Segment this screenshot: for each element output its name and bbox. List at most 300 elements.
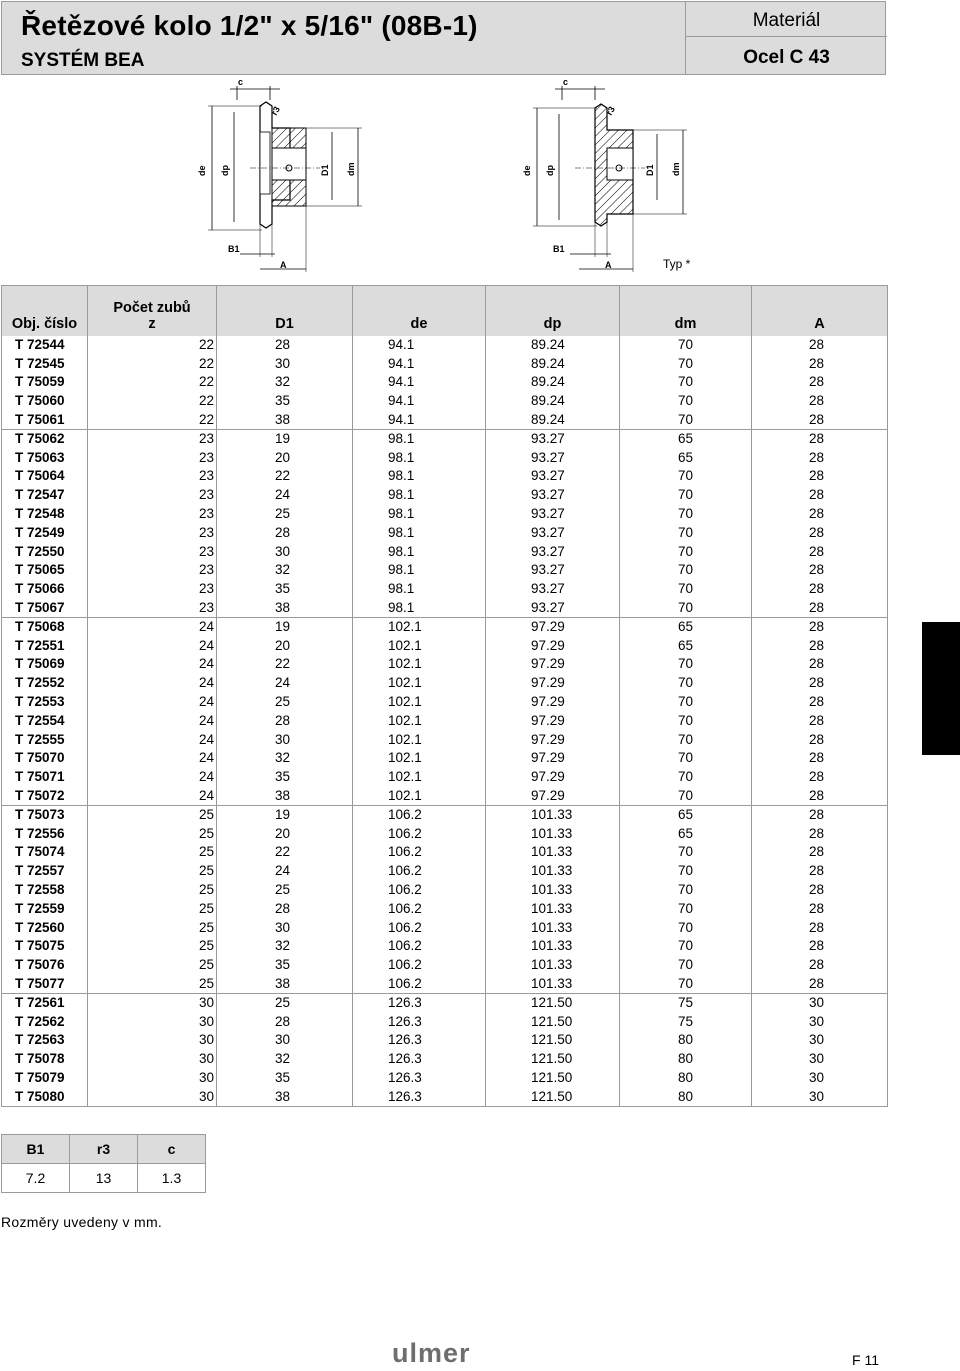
cell-de: 106.2 — [353, 843, 486, 862]
cell-dm: 65 — [620, 824, 752, 843]
cell-dp: 97.29 — [486, 636, 620, 655]
cell-D1: 25 — [217, 993, 353, 1012]
cell-A: 28 — [752, 448, 888, 467]
cell-A: 28 — [752, 937, 888, 956]
cell-dm: 70 — [620, 693, 752, 712]
cell-teeth: 23 — [88, 467, 217, 486]
cell-obj: T 75062 — [2, 429, 88, 448]
cell-A: 28 — [752, 467, 888, 486]
dim-dm-label-2: dm — [671, 162, 681, 176]
cell-dm: 70 — [620, 505, 752, 524]
cell-A: 28 — [752, 881, 888, 900]
cell-obj: T 72547 — [2, 486, 88, 505]
table-row — [2, 768, 888, 787]
cell-teeth: 25 — [88, 862, 217, 881]
cell-teeth: 24 — [88, 636, 217, 655]
cell-obj: T 72548 — [2, 505, 88, 524]
cell-teeth: 22 — [88, 392, 217, 411]
cell-A: 30 — [752, 993, 888, 1012]
cell-de: 102.1 — [353, 711, 486, 730]
cell-dp: 101.33 — [486, 881, 620, 900]
cell-dp: 97.29 — [486, 617, 620, 636]
cell-A: 28 — [752, 787, 888, 806]
cell-de: 98.1 — [353, 505, 486, 524]
cell-de: 102.1 — [353, 674, 486, 693]
cell-teeth: 25 — [88, 937, 217, 956]
cell-de: 106.2 — [353, 805, 486, 824]
cell-A: 28 — [752, 336, 888, 355]
cell-dp: 101.33 — [486, 918, 620, 937]
cell-A: 28 — [752, 411, 888, 430]
cell-teeth: 25 — [88, 881, 217, 900]
cell-de: 102.1 — [353, 636, 486, 655]
cell-A: 28 — [752, 899, 888, 918]
cell-D1: 24 — [217, 486, 353, 505]
cell-obj: T 72552 — [2, 674, 88, 693]
cell-D1: 20 — [217, 636, 353, 655]
cell-dp: 89.24 — [486, 392, 620, 411]
dim-de-label: de — [197, 165, 207, 176]
cell-A: 28 — [752, 599, 888, 618]
cell-dp: 97.29 — [486, 768, 620, 787]
table-row — [2, 843, 888, 862]
cell-teeth: 22 — [88, 336, 217, 355]
table-row — [2, 899, 888, 918]
cell-dp: 93.27 — [486, 448, 620, 467]
cell-teeth: 23 — [88, 561, 217, 580]
cell-A: 28 — [752, 486, 888, 505]
table-row — [2, 1069, 888, 1088]
table-row — [2, 1012, 888, 1031]
cell-A: 28 — [752, 693, 888, 712]
cell-de: 98.1 — [353, 561, 486, 580]
cell-de: 94.1 — [353, 411, 486, 430]
cell-obj: T 75072 — [2, 787, 88, 806]
cell-dm: 70 — [620, 599, 752, 618]
col-header-dp: dp — [486, 286, 620, 336]
cell-A: 28 — [752, 711, 888, 730]
cell-obj: T 75074 — [2, 843, 88, 862]
table-row — [2, 599, 888, 618]
cell-dp: 89.24 — [486, 354, 620, 373]
cell-D1: 32 — [217, 749, 353, 768]
cell-D1: 30 — [217, 918, 353, 937]
cell-obj: T 75075 — [2, 937, 88, 956]
cell-D1: 38 — [217, 975, 353, 994]
table-row — [2, 542, 888, 561]
cell-D1: 35 — [217, 392, 353, 411]
cell-obj: T 75073 — [2, 805, 88, 824]
cell-dp: 97.29 — [486, 730, 620, 749]
cell-teeth: 24 — [88, 693, 217, 712]
cell-de: 102.1 — [353, 787, 486, 806]
cell-A: 30 — [752, 1069, 888, 1088]
dim-D1-label: D1 — [320, 164, 330, 176]
cell-dm: 70 — [620, 373, 752, 392]
table-row — [2, 354, 888, 373]
cell-teeth: 22 — [88, 411, 217, 430]
cell-de: 94.1 — [353, 392, 486, 411]
cell-teeth: 23 — [88, 599, 217, 618]
cell-D1: 25 — [217, 881, 353, 900]
cell-dm: 70 — [620, 768, 752, 787]
cell-A: 28 — [752, 354, 888, 373]
cell-A: 28 — [752, 505, 888, 524]
cell-dp: 121.50 — [486, 993, 620, 1012]
cell-A: 28 — [752, 523, 888, 542]
cell-dm: 65 — [620, 805, 752, 824]
cell-de: 106.2 — [353, 881, 486, 900]
cell-D1: 28 — [217, 899, 353, 918]
cell-dm: 70 — [620, 467, 752, 486]
table-row — [2, 429, 888, 448]
table-row — [2, 392, 888, 411]
cell-obj: T 75061 — [2, 411, 88, 430]
cell-teeth: 24 — [88, 730, 217, 749]
cell-D1: 28 — [217, 711, 353, 730]
cell-teeth: 24 — [88, 674, 217, 693]
cell-D1: 38 — [217, 599, 353, 618]
cell-obj: T 72550 — [2, 542, 88, 561]
brand-logo: ulmer — [392, 1338, 471, 1368]
cell-dm: 70 — [620, 580, 752, 599]
cell-dm: 70 — [620, 975, 752, 994]
sprocket-drawing-2 — [515, 72, 705, 282]
cell-de: 102.1 — [353, 749, 486, 768]
dim-value-B1: 7.2 — [2, 1164, 70, 1193]
dim-header-r3: r3 — [70, 1135, 138, 1164]
cell-dp: 93.27 — [486, 523, 620, 542]
cell-teeth: 22 — [88, 373, 217, 392]
cell-teeth: 25 — [88, 918, 217, 937]
col-header-obj: Obj. číslo — [2, 286, 88, 336]
cell-teeth: 25 — [88, 805, 217, 824]
cell-de: 98.1 — [353, 580, 486, 599]
cell-de: 106.2 — [353, 918, 486, 937]
cell-teeth: 24 — [88, 768, 217, 787]
cell-D1: 32 — [217, 373, 353, 392]
cell-D1: 32 — [217, 561, 353, 580]
cell-de: 102.1 — [353, 768, 486, 787]
cell-de: 98.1 — [353, 429, 486, 448]
cell-dm: 70 — [620, 392, 752, 411]
cell-teeth: 23 — [88, 505, 217, 524]
cell-dm: 70 — [620, 749, 752, 768]
cell-de: 106.2 — [353, 937, 486, 956]
cell-teeth: 22 — [88, 354, 217, 373]
cell-A: 28 — [752, 617, 888, 636]
table-row — [2, 561, 888, 580]
cell-obj: T 72554 — [2, 711, 88, 730]
table-row — [2, 467, 888, 486]
cell-dm: 70 — [620, 411, 752, 430]
cell-de: 126.3 — [353, 1012, 486, 1031]
table-body — [2, 336, 888, 1107]
cell-A: 28 — [752, 749, 888, 768]
table-row — [2, 693, 888, 712]
cell-obj: T 72551 — [2, 636, 88, 655]
dim-A-label-2: A — [605, 260, 612, 270]
cell-A: 28 — [752, 956, 888, 975]
dim-dp-label-2: dp — [545, 165, 555, 176]
table-row — [2, 1050, 888, 1069]
cell-D1: 30 — [217, 542, 353, 561]
cell-obj: T 72558 — [2, 881, 88, 900]
cell-de: 126.3 — [353, 1050, 486, 1069]
table-row — [2, 975, 888, 994]
cell-A: 28 — [752, 768, 888, 787]
cell-obj: T 75080 — [2, 1087, 88, 1106]
cell-dm: 70 — [620, 937, 752, 956]
cell-dm: 80 — [620, 1069, 752, 1088]
cell-dp: 121.50 — [486, 1069, 620, 1088]
cell-de: 98.1 — [353, 542, 486, 561]
cell-obj: T 75059 — [2, 373, 88, 392]
table-row — [2, 937, 888, 956]
cell-D1: 30 — [217, 354, 353, 373]
cell-obj: T 75068 — [2, 617, 88, 636]
cell-obj: T 72553 — [2, 693, 88, 712]
cell-teeth: 30 — [88, 993, 217, 1012]
col-header-teeth-top: Počet zubů — [113, 299, 191, 316]
cell-teeth: 25 — [88, 899, 217, 918]
table-row — [2, 636, 888, 655]
cell-dm: 65 — [620, 429, 752, 448]
cell-obj: T 75069 — [2, 655, 88, 674]
dim-r3-label: r3 — [269, 104, 282, 117]
cell-de: 102.1 — [353, 617, 486, 636]
cell-dm: 70 — [620, 843, 752, 862]
cell-teeth: 25 — [88, 824, 217, 843]
type-note: Typ * — [663, 257, 691, 271]
cell-dp: 101.33 — [486, 843, 620, 862]
table-row — [2, 824, 888, 843]
cell-D1: 35 — [217, 956, 353, 975]
cell-de: 102.1 — [353, 693, 486, 712]
cell-dp: 101.33 — [486, 805, 620, 824]
cell-teeth: 30 — [88, 1069, 217, 1088]
dim-A-label: A — [280, 260, 287, 270]
table-row — [2, 1087, 888, 1106]
cell-teeth: 30 — [88, 1031, 217, 1050]
cell-obj: T 75065 — [2, 561, 88, 580]
cell-dm: 70 — [620, 711, 752, 730]
cell-dm: 70 — [620, 655, 752, 674]
table-row — [2, 411, 888, 430]
material-box — [685, 2, 886, 74]
dim-header-c: c — [138, 1135, 206, 1164]
cell-obj: T 72544 — [2, 336, 88, 355]
cell-obj: T 75066 — [2, 580, 88, 599]
cell-dm: 65 — [620, 448, 752, 467]
cell-dp: 89.24 — [486, 411, 620, 430]
cell-de: 98.1 — [353, 467, 486, 486]
cell-dm: 70 — [620, 881, 752, 900]
cell-dp: 97.29 — [486, 711, 620, 730]
table-row — [2, 448, 888, 467]
cell-de: 126.3 — [353, 993, 486, 1012]
cell-obj: T 72560 — [2, 918, 88, 937]
cell-obj: T 75079 — [2, 1069, 88, 1088]
cell-obj: T 72562 — [2, 1012, 88, 1031]
cell-dm: 70 — [620, 956, 752, 975]
table-row — [2, 336, 888, 355]
material-label: Materiál — [686, 2, 887, 37]
cell-D1: 22 — [217, 843, 353, 862]
dim-c-label: c — [238, 77, 244, 87]
col-header-de: de — [353, 286, 486, 336]
cell-teeth: 23 — [88, 486, 217, 505]
cell-dp: 93.27 — [486, 429, 620, 448]
cell-A: 28 — [752, 636, 888, 655]
dim-D1-label-2: D1 — [645, 164, 655, 176]
cell-dm: 75 — [620, 993, 752, 1012]
table-row — [2, 711, 888, 730]
cell-teeth: 23 — [88, 523, 217, 542]
cell-de: 98.1 — [353, 448, 486, 467]
cell-dm: 70 — [620, 899, 752, 918]
page-number: F 11 — [852, 1352, 879, 1368]
dimension-value-row — [2, 1164, 206, 1193]
dimension-table — [1, 1134, 206, 1193]
cell-obj: T 75078 — [2, 1050, 88, 1069]
cell-teeth: 24 — [88, 749, 217, 768]
cell-obj: T 72557 — [2, 862, 88, 881]
cell-obj: T 75070 — [2, 749, 88, 768]
cell-dp: 97.29 — [486, 787, 620, 806]
cell-dp: 101.33 — [486, 956, 620, 975]
cell-teeth: 30 — [88, 1087, 217, 1106]
cell-D1: 25 — [217, 505, 353, 524]
cell-D1: 32 — [217, 937, 353, 956]
cell-D1: 25 — [217, 693, 353, 712]
dim-value-r3: 13 — [70, 1164, 138, 1193]
table-row — [2, 674, 888, 693]
cell-A: 30 — [752, 1012, 888, 1031]
cell-D1: 30 — [217, 730, 353, 749]
cell-dm: 65 — [620, 636, 752, 655]
cell-obj: T 75064 — [2, 467, 88, 486]
table-row — [2, 787, 888, 806]
cell-obj: T 72559 — [2, 899, 88, 918]
cell-de: 98.1 — [353, 486, 486, 505]
cell-A: 28 — [752, 429, 888, 448]
col-header-D1: D1 — [217, 286, 353, 336]
cell-teeth: 25 — [88, 975, 217, 994]
cell-D1: 32 — [217, 1050, 353, 1069]
cell-dm: 70 — [620, 787, 752, 806]
cell-teeth: 24 — [88, 617, 217, 636]
cell-dp: 101.33 — [486, 975, 620, 994]
dim-c-label-2: c — [563, 77, 569, 87]
cell-A: 28 — [752, 730, 888, 749]
units-note: Rozměry uvedeny v mm. — [1, 1214, 163, 1230]
sprocket-table — [1, 285, 888, 1107]
cell-dm: 70 — [620, 523, 752, 542]
cell-teeth: 23 — [88, 542, 217, 561]
table-row — [2, 1031, 888, 1050]
dimension-header-row — [2, 1135, 206, 1164]
cell-D1: 38 — [217, 1087, 353, 1106]
cell-dm: 70 — [620, 918, 752, 937]
cell-dp: 93.27 — [486, 599, 620, 618]
cell-dp: 93.27 — [486, 486, 620, 505]
cell-D1: 28 — [217, 523, 353, 542]
cell-teeth: 24 — [88, 655, 217, 674]
col-header-A: A — [752, 286, 888, 336]
page-subtitle: SYSTÉM BEA — [21, 50, 145, 71]
cell-dm: 70 — [620, 730, 752, 749]
cell-de: 102.1 — [353, 655, 486, 674]
cell-dp: 101.33 — [486, 824, 620, 843]
cell-teeth: 23 — [88, 580, 217, 599]
col-header-teeth — [88, 286, 217, 336]
cell-dm: 80 — [620, 1050, 752, 1069]
section-tab-marker — [922, 622, 960, 755]
table-row — [2, 523, 888, 542]
cell-dm: 80 — [620, 1087, 752, 1106]
table-row — [2, 993, 888, 1012]
cell-dm: 80 — [620, 1031, 752, 1050]
cell-obj: T 72563 — [2, 1031, 88, 1050]
dim-B1-label-2: B1 — [553, 244, 565, 254]
cell-dm: 70 — [620, 354, 752, 373]
cell-dm: 70 — [620, 486, 752, 505]
dim-value-c: 1.3 — [138, 1164, 206, 1193]
cell-de: 106.2 — [353, 956, 486, 975]
cell-dp: 89.24 — [486, 373, 620, 392]
cell-dp: 97.29 — [486, 655, 620, 674]
dim-de-label-2: de — [522, 165, 532, 176]
cell-A: 30 — [752, 1031, 888, 1050]
cell-D1: 38 — [217, 787, 353, 806]
col-header-dm: dm — [620, 286, 752, 336]
cell-D1: 19 — [217, 805, 353, 824]
cell-dp: 93.27 — [486, 542, 620, 561]
cell-dp: 93.27 — [486, 580, 620, 599]
table-row — [2, 862, 888, 881]
cell-dm: 70 — [620, 336, 752, 355]
cell-de: 126.3 — [353, 1031, 486, 1050]
cell-teeth: 25 — [88, 843, 217, 862]
cell-teeth: 30 — [88, 1012, 217, 1031]
cell-obj: T 72549 — [2, 523, 88, 542]
table-row — [2, 580, 888, 599]
cell-dp: 97.29 — [486, 749, 620, 768]
cell-D1: 28 — [217, 1012, 353, 1031]
cell-teeth: 24 — [88, 711, 217, 730]
cell-A: 28 — [752, 542, 888, 561]
table-row — [2, 956, 888, 975]
dim-header-B1: B1 — [2, 1135, 70, 1164]
cell-de: 98.1 — [353, 523, 486, 542]
table-row — [2, 617, 888, 636]
cell-de: 94.1 — [353, 373, 486, 392]
cell-dm: 70 — [620, 862, 752, 881]
cell-dm: 70 — [620, 674, 752, 693]
table-row — [2, 918, 888, 937]
dim-r3-label-2: r3 — [604, 104, 617, 117]
cell-obj: T 72556 — [2, 824, 88, 843]
cell-A: 28 — [752, 918, 888, 937]
cell-dp: 93.27 — [486, 505, 620, 524]
cell-de: 94.1 — [353, 336, 486, 355]
cell-A: 28 — [752, 580, 888, 599]
page-title: Řetězové kolo 1/2" x 5/16" (08B-1) — [21, 10, 478, 41]
cell-obj: T 75067 — [2, 599, 88, 618]
cell-de: 126.3 — [353, 1069, 486, 1088]
cell-D1: 20 — [217, 448, 353, 467]
